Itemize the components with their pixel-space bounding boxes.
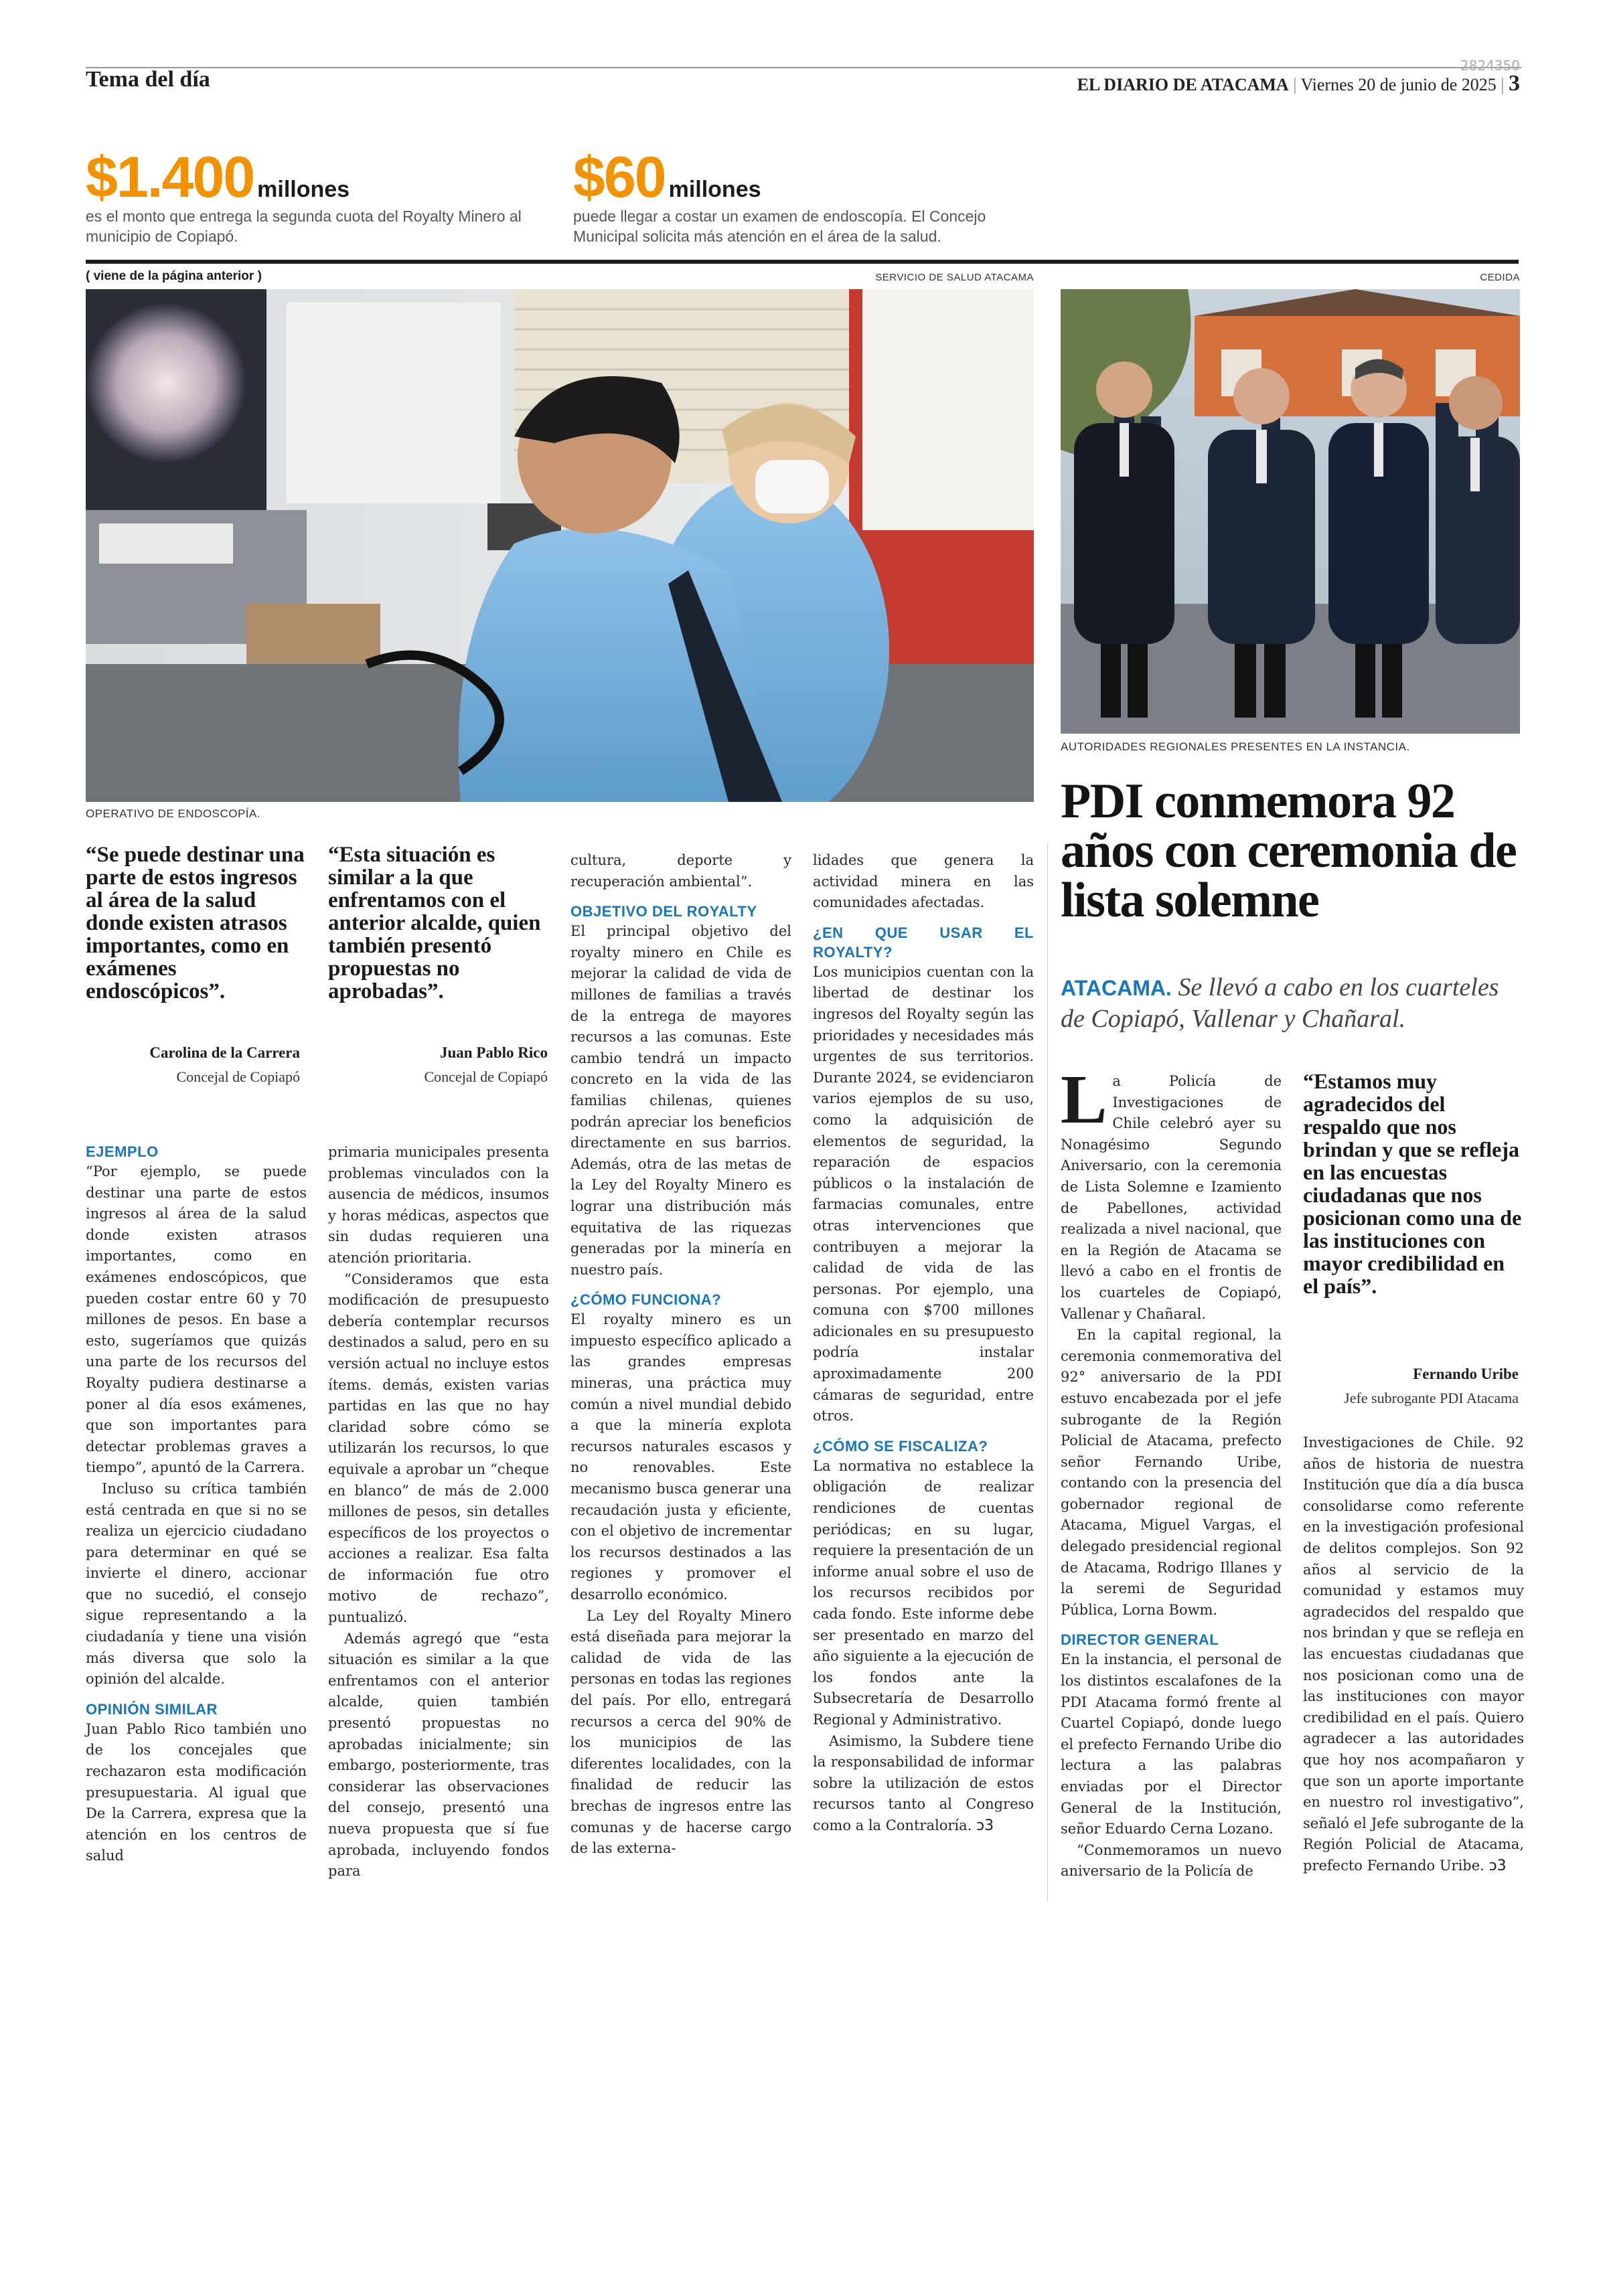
pdi-quote-role: Jefe subrogante PDI Atacama <box>1344 1390 1519 1406</box>
dropcap: L <box>1061 1061 1107 1138</box>
paragraph-text: a Policía de Investigaciones de Chile celebró ayer su Nonagésimo Segundo Aniversario, con la ceremonia de Lista Solemne e Izamiento de Pabellones, actividad realizada a nivel nacional, que en la Región de Atacama se llevó a cabo en el frontis de los cuarteles de Copiapó, Vallenar y Chañaral. <box>1061 1073 1282 1322</box>
subhead-opinion-similar: OPINIÓN SIMILAR <box>86 1700 218 1718</box>
subhead-director-general: DIRECTOR GENERAL <box>1061 1631 1219 1649</box>
stat-1-number: $1.400 <box>86 145 254 210</box>
quote-1-name: Carolina de la Carrera <box>149 1044 300 1061</box>
pdi-ceremony-illustration <box>1061 289 1520 734</box>
pdi-quote-name: Fernando Uribe <box>1413 1366 1519 1382</box>
paragraph: Juan Pablo Rico también uno de los concejales que rechazaron esta modificación presupuestaria. Al igual que De la Carrera, expresa que la atención en los centros de salud <box>86 1720 307 1864</box>
quote-2-text: “Esta situación es similar a la que enfrentamos con el anterior alcalde, quien también presentó propuestas no aprobadas”. <box>328 843 541 1003</box>
pdi-quote-text: “Estamos muy agradecidos del respaldo que nos brindan y que se refleja en las encuestas ciudadanas que nos posicionan como una de las instituciones con mayor credibilidad en el país”. <box>1303 1069 1522 1298</box>
paragraph: Incluso su crítica también está centrada en que si no se realiza un ejercicio ciudadano para determinar en qué se invierte el dinero, accionar que no sucedió, el consejo sigue representando a la ciudadanía y tiene una visión más diversa que solo la opinión del alcalde. <box>86 1480 307 1688</box>
stat-1 <box>86 145 541 246</box>
pdi-ceremony-photo <box>1061 289 1520 734</box>
paragraph <box>1303 1432 1524 1876</box>
quote-1-text: “Se puede destinar una parte de estos ingresos al área de la salud donde existen atrasos importantes, como en exámenes endoscópicos”. <box>86 843 305 1003</box>
paragraph: lidades que genera la actividad minera en las comunidades afectadas. <box>813 852 1034 911</box>
article2-column-2 <box>1303 1432 1524 1876</box>
paragraph: La Ley del Royalty Minero está diseñada para mejorar la calidad de vida de las personas en todas las regiones del país. Por ello, entregará recursos a cerca del 90% de los municipios de las diferentes localidades, con la finalidad de reducir las brechas de ingresos entre las comunas y de hacerse cargo de las externa- <box>570 1607 791 1857</box>
paragraph: El royalty minero es un impuesto específico aplicado a las grandes empresas mineras, una práctica muy común a nivel mundial debido a que la minería explota recursos naturales escasos y no renovables. Este mecanismo busca generar una recaudación justa y eficiente, con el objetivo de incrementar los recursos destinados a las regiones y promover el desarrollo económico. <box>570 1311 791 1603</box>
article-divider <box>1047 843 1048 1901</box>
paragraph: “Conmemoramos un nuevo aniversario de la Policía de <box>1061 1841 1282 1880</box>
quote-2-role: Concejal de Copiapó <box>424 1068 548 1085</box>
article2-column-1 <box>1061 1061 1282 1882</box>
end-mark-icon: ↄ3 <box>1488 1857 1507 1874</box>
article1-column-3 <box>570 850 791 1860</box>
end-mark-icon: ↄ3 <box>976 1817 994 1834</box>
paragraph <box>1061 1061 1282 1325</box>
stat-1-description: es el monto que entrega la segunda cuota del Royalty Minero al municipio de Copiapó. <box>86 208 522 245</box>
paragraph: primaria municipales presenta problemas vinculados con la ausencia de médicos, insumos y horas médicas, aspectos que sin dudas requieren una atención prioritaria. <box>328 1144 549 1266</box>
section-title: Tema del día <box>86 67 210 92</box>
paragraph: Los municipios cuentan con la libertad de destinar los ingresos del Royalty según las prioridades y necesidades más urgentes de sus territorios. Durante 2024, se evidenciaron varios ejemplos de su uso, como la adquisición de elementos de seguridad, la reparación de espacios públicos o la instalación de farmacias comunales, entre otras intervenciones que contribuyen a mejorar la calidad de vida de las personas. Por ejemplo, una comuna con $700 millones adicionales en su presupuesto podría instalar aproximadamente 200 cámaras de seguridad, entre otros. <box>813 963 1034 1424</box>
photo1-caption: OPERATIVO DE ENDOSCOPÍA. <box>86 807 261 820</box>
header-rule <box>86 67 1521 68</box>
masthead: EL DIARIO DE ATACAMA | Viernes 20 de junio de 2025 | 3 <box>1077 71 1520 96</box>
stat-2 <box>573 145 1028 246</box>
article1-column-1 <box>86 1142 307 1867</box>
newspaper-name: EL DIARIO DE ATACAMA <box>1077 75 1289 94</box>
subhead-ejemplo: EJEMPLO <box>86 1143 159 1160</box>
lede-kicker: ATACAMA. <box>1061 976 1172 1000</box>
paragraph <box>813 1731 1034 1837</box>
article1-column-2 <box>328 1142 549 1882</box>
paragraph: “Consideramos que esta modificación de presupuesto debería contemplar recursos destinados a salud, pero en su versión actual no incluye estos ítems. demás, existen varias partidas en las que no hay claridad sobre cómo se utilizarán los recursos, lo que equivale a aprobar un “cheque en blanco” de más de 2.000 millones de pesos, sin detalles específicos de los proyectos o acciones a realizar. Esa falta de información fue otro motivo de rechazo”, puntualizó. <box>328 1270 549 1626</box>
photo2-caption: AUTORIDADES REGIONALES PRESENTES EN LA INSTANCIA. <box>1061 740 1410 753</box>
subhead-como-se-fiscaliza: ¿CÓMO SE FISCALIZA? <box>813 1437 988 1455</box>
subhead-como-funciona: ¿CÓMO FUNCIONA? <box>570 1291 722 1309</box>
endoscopy-illustration <box>86 289 1034 802</box>
paragraph: En la instancia, el personal de los distintos escalafones de la PDI Atacama formó frente al Cuartel Copiapó, donde luego el prefecto Fernando Uribe dio lectura a las palabras enviadas por el Director General de la Institución, señor Eduardo Cerna Lozano. <box>1061 1651 1282 1837</box>
paragraph: cultura, deporte y recuperación ambiental”. <box>570 852 791 890</box>
subhead-objetivo: OBJETIVO DEL ROYALTY <box>570 903 757 920</box>
paragraph: Además agregó que “esta situación es similar a la que enfrentamos con el anterior alcalde, quien también presentó propuestas no aprobadas inicialmente; sin embargo, posteriormente, tras considerar las observaciones del consejo, presentó una nueva propuesta que sí fue aprobada, incluyendo fondos para <box>328 1630 549 1880</box>
pdi-lede <box>1061 972 1523 1034</box>
id-watermark: 2824350 <box>1460 58 1520 74</box>
subhead-en-que-usar: ¿EN QUE USAR EL ROYALTY? <box>813 924 1034 961</box>
continued-note: ( viene de la página anterior ) <box>86 269 262 283</box>
paragraph-text: Investigaciones de Chile. 92 años de historia de nuestra Institución que día a día busca consolidarse como referente en la investigación profesional de delitos complejos. Son 92 años al servicio de la comunidad y estamos muy agradecidos del respaldo que nos brindan y que se refleja en las encuestas ciudadanas que nos posicionan como una de las instituciones con mayor credibilidad en el país. Quiero agradecer a las autoridades que hoy nos acompañaron y que son un aporte importante en nuestro rol investigativo”, señaló el Jefe subrogante de la Región Policial de Atacama, prefecto Fernando Uribe. <box>1303 1434 1524 1874</box>
paragraph: “Por ejemplo, se puede destinar una parte de estos ingresos al área de la salud donde existen atrasos importantes, como en exámenes endoscópicos, que pueden costar entre 60 y 70 millones de pesos. En base a esto, sugeríamos que quizás una parte de los recursos del Royalty pudiera destinarse a poner al día esos exámenes, que son importantes para detectar problemas graves a tiempo”, apuntó de la Carrera. <box>86 1163 307 1476</box>
lede-text: Se llevó a cabo en los cuarteles de Copiapó, Vallenar y Chañaral. <box>1061 973 1499 1033</box>
paragraph: El principal objetivo del royalty minero en Chile es mejorar la calidad de vida de millones de familias a través de la entrega de mayores recursos a las comunas. Este cambio tendrá un impacto concreto en la vida de las familias chilenas, quienes podrán apreciar los beneficios directamente en sus barrios. Además, otra de las metas de la Ley del Royalty Minero es lograr una distribución más equitativa de las riquezas generadas por la minería en nuestro país. <box>570 923 791 1278</box>
pdi-headline: PDI conmemora 92 años con ceremonia de lista solemne <box>1061 774 1517 928</box>
paragraph: En la capital regional, la ceremonia conmemorativa del 92° aniversario de la PDI estuvo encabezada por el jefe subrogante de la Región Policial de Atacama, prefecto señor Fernando Uribe, contando con la presencia del gobernador regional de Atacama, Miguel Vargas, el delegado presidencial regional de Atacama, Rodrigo Illanes y la seremi de Seguridad Pública, Lorna Bowm. <box>1061 1327 1282 1618</box>
issue-date: Viernes 20 de junio de 2025 <box>1300 75 1497 94</box>
endoscopy-photo <box>86 289 1034 802</box>
stat-2-number: $60 <box>573 145 666 210</box>
paragraph-text: Asimismo, la Subdere tiene la responsabilidad de informar sobre la utilización de estos recursos tanto al Congreso como a la Contraloría. <box>813 1732 1034 1833</box>
stat-1-unit: millones <box>257 177 350 202</box>
page-number: 3 <box>1509 71 1520 96</box>
stat-2-description: puede llegar a costar un examen de endoscopía. El Concejo Municipal solicita más atención en el área de la salud. <box>573 208 986 245</box>
quote-2-name: Juan Pablo Rico <box>439 1044 548 1061</box>
photo1-credit: SERVICIO DE SALUD ATACAMA <box>875 272 1034 283</box>
photo2-credit: CEDIDA <box>1480 272 1520 283</box>
article1-column-4 <box>813 850 1034 1837</box>
quote-1-role: Concejal de Copiapó <box>176 1068 300 1085</box>
stat-2-unit: millones <box>668 177 761 202</box>
paragraph: La normativa no establece la obligación de realizar rendiciones de cuentas periódicas; en su lugar, requiere la presentación de un informe anual sobre el uso de los recursos recibidos por cada fondo. Este informe debe ser presentado en marzo del año siguiente a la ejecución de los fondos ante la Subsecretaría de Desarrollo Regional y Administrativo. <box>813 1457 1034 1728</box>
section-divider <box>86 260 1519 264</box>
